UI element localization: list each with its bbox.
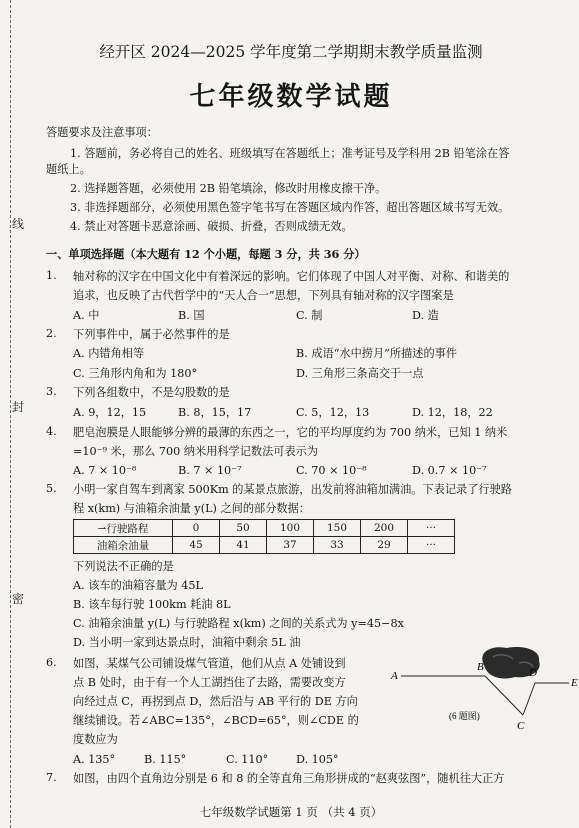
instruction-line: 2. 选择题答题，必须使用 2B 铅笔填涂，修改时用橡皮擦干净。 (70, 182, 387, 195)
instruction-line: 1. 答题前，务必将自己的姓名、班级填写在答题纸上；准考证号及学科用 2B 铅笔涂在答 (70, 147, 510, 160)
option-c: C. 油箱余油量 y(L) 与行驶路程 x(km) 之间的关系式为 y=45−8x (73, 617, 404, 630)
option-b: B. 国 (178, 309, 205, 322)
question-text: 度数应为 (73, 733, 118, 746)
option-c: C. 5，12，13 (296, 406, 370, 419)
question-text: 肥皂泡膜是人眼能够分辨的最薄的东西之一，它的平均厚度约为 700 纳米，已知 1 纳米 (73, 426, 508, 439)
binding-word-xian: 线 (12, 217, 25, 231)
table-cell: 45 (173, 537, 220, 554)
table-cell: 41 (220, 537, 267, 554)
table-cell: ··· (408, 520, 455, 537)
table-cell: 100 (267, 520, 314, 537)
option-d: D. 三角形三条高交于一点 (296, 367, 424, 380)
option-c: C. 制 (296, 309, 323, 322)
instruction-line: 3. 非选择题部分，必须使用黑色签字笔书写在答题区域内作答，超出答题区域书写无效。 (70, 201, 510, 214)
pipeline-figure (389, 643, 579, 733)
binding-line (0, 0, 11, 828)
binding-word-feng: 封 (12, 400, 25, 414)
question-text: 下列事件中，属于必然事件的是 (73, 328, 230, 341)
figure-caption: (6 题图) (449, 711, 480, 721)
point-label-d: D (529, 667, 537, 679)
question-number: 4. (46, 425, 57, 438)
question-text: 小明一家自驾车到离家 500Km 的某景点旅游，出发前将油箱加满油。下表记录了行驶路 (73, 483, 512, 496)
mileage-fuel-table (73, 519, 455, 554)
option-a: A. 该车的油箱容量为 45L (73, 579, 203, 592)
table-cell: 37 (267, 537, 314, 554)
table-row-label: 油箱余油量 (74, 537, 173, 554)
point-label-a: A (391, 670, 398, 682)
option-d: D. 105° (296, 753, 339, 766)
option-a: A. 内错角相等 (73, 347, 145, 360)
question-text: 向经过点 C，再拐到点 D，然后沿与 AB 平行的 DE 方向 (73, 695, 358, 708)
point-label-c: C (517, 720, 525, 732)
page-footer: 七年级数学试题第 1 页 （共 4 页） (199, 805, 383, 819)
table-cell: 50 (220, 520, 267, 537)
question-text: 点 B 处时，由于有一个人工湖挡住了去路，需要改变方 (73, 676, 346, 689)
arrow-icon: ⇀ (97, 522, 107, 535)
option-d: D. 0.7 × 10⁻⁷ (412, 464, 487, 477)
option-c: C. 70 × 10⁻⁸ (296, 464, 367, 477)
option-d: D. 造 (412, 309, 439, 322)
option-c: C. 110° (226, 753, 269, 766)
question-text: 如图，某煤气公司铺设煤气管道，他们从点 A 处铺设到 (73, 657, 346, 670)
option-b: B. 115° (144, 753, 187, 766)
table-cell: 29 (361, 537, 408, 554)
exam-title: 经开区 2024—2025 学年度第二学期期末教学质量监测 (99, 43, 483, 61)
table-cell: 33 (314, 537, 361, 554)
table-row (74, 520, 455, 537)
option-b: B. 成语“水中捞月”所描述的事件 (296, 347, 458, 360)
instructions-heading: 答题要求及注意事项： (46, 126, 158, 139)
table-row (74, 537, 455, 554)
section-title: 一、单项选择题（本大题有 12 个小题，每题 3 分，共 36 分） (46, 247, 366, 261)
question-text: 轴对称的汉字在中国文化中有着深远的影响。它们体现了中国人对平衡、对称、和谐美的 (73, 270, 510, 283)
question-number: 6. (46, 656, 57, 669)
instruction-line: 题纸上。 (46, 163, 91, 176)
table-cell: ··· (408, 537, 455, 554)
option-b: B. 8，15，17 (178, 406, 252, 419)
table-cell: 200 (361, 520, 408, 537)
table-row-label: ⇀行驶路程 (74, 520, 173, 537)
question-number: 2. (46, 327, 57, 340)
option-b: B. 7 × 10⁻⁷ (178, 464, 242, 477)
question-text: 追求，也反映了古代哲学中的“天人合一”思想，下列具有轴对称的汉字图案是 (73, 289, 454, 302)
option-d: D. 12，18，22 (412, 406, 493, 419)
question-text: 继续铺设。若∠ABC=135°，∠BCD=65°，则∠CDE 的 (73, 714, 359, 727)
question-text: 下列各组数中，不是勾股数的是 (73, 386, 230, 399)
option-a: A. 135° (73, 753, 116, 766)
option-a: A. 9，12，15 (73, 406, 147, 419)
segment-cd (523, 683, 535, 715)
point-label-e: E (571, 677, 578, 689)
exam-page (34, 0, 578, 828)
question-number: 7. (46, 771, 57, 784)
paper-title: 七年级数学试题 (189, 82, 393, 112)
question-text: 下列说法不正确的是 (73, 560, 174, 573)
option-a: A. 7 × 10⁻⁸ (73, 464, 137, 477)
question-text: =10⁻⁹ 米，那么 700 纳米用科学记数法可表示为 (73, 445, 319, 458)
option-d: D. 当小明一家到达景点时，油箱中剩余 5L 油 (73, 636, 301, 649)
option-a: A. 中 (73, 309, 100, 322)
question-number: 5. (46, 482, 57, 495)
question-number: 1. (46, 269, 57, 282)
table-cell: 150 (314, 520, 361, 537)
question-text: 程 x(km) 与油箱余油量 y(L) 之间的部分数据： (73, 502, 310, 515)
table-cell: 0 (173, 520, 220, 537)
option-b: B. 该车每行驶 100km 耗油 8L (73, 598, 231, 611)
instruction-line: 4. 禁止对答题卡恶意涂画、破损、折叠，否则成绩无效。 (70, 220, 353, 233)
question-text: 如图，由四个直角边分别是 6 和 8 的全等直角三角形拼成的“赵爽弦图”，随机往大正方 (73, 772, 505, 785)
binding-word-mi: 密 (12, 592, 25, 606)
question-number: 3. (46, 385, 57, 398)
segment-bc (485, 676, 523, 715)
point-label-b: B (477, 661, 484, 673)
option-c: C. 三角形内角和为 180° (73, 367, 198, 380)
